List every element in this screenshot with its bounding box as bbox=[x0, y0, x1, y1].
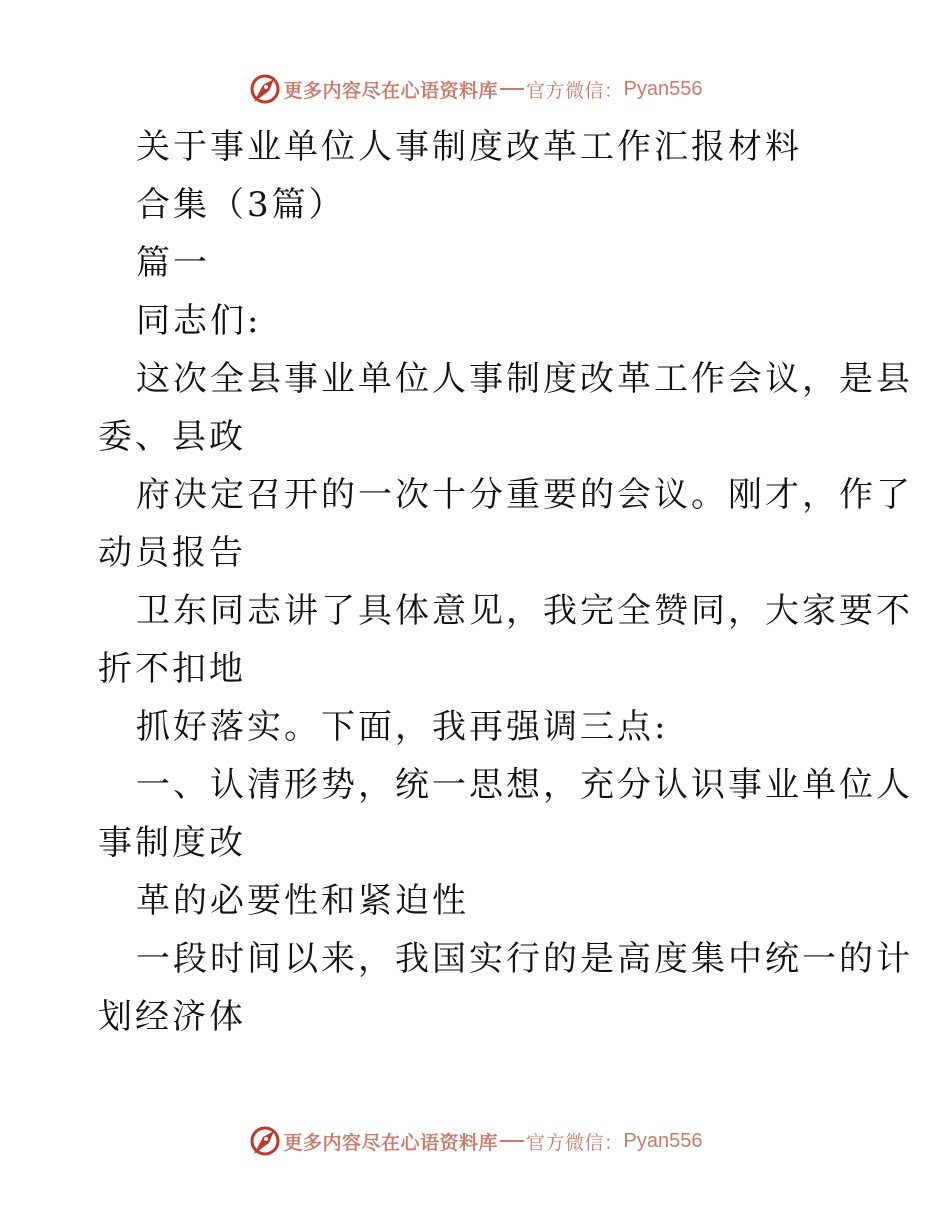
heading-line: 一、认清形势，统一思想，充分认识事业单位人 bbox=[136, 765, 913, 805]
paragraph-line: 卫东同志讲了具体意见，我完全赞同，大家要不 bbox=[136, 591, 913, 631]
paragraph-line: 这次全县事业单位人事制度改革工作会议，是县 bbox=[136, 359, 913, 399]
watermark-site-text: 更多内容尽在心语资料库 bbox=[283, 80, 499, 102]
watermark-site-text: 更多内容尽在心语资料库 bbox=[283, 1132, 499, 1154]
paragraph-line: 一段时间以来，我国实行的是高度集中统一的计 bbox=[136, 939, 913, 979]
paragraph-line: 抓好落实。下面，我再强调三点: bbox=[136, 707, 669, 747]
pen-nib-logo-icon bbox=[248, 1124, 282, 1158]
watermark-wechat-label: 官方微信： bbox=[526, 80, 624, 102]
paragraph-line: 折不扣地 bbox=[98, 649, 246, 689]
section-heading: 篇一 bbox=[136, 243, 210, 283]
document-title-line-2: 合集（3篇） bbox=[136, 185, 346, 225]
paragraph-line: 委、县政 bbox=[98, 417, 246, 457]
watermark-dash bbox=[500, 1140, 524, 1142]
watermark-wechat-id: Pyan556 bbox=[623, 1129, 703, 1152]
document-title-line-1: 关于事业单位人事制度改革工作汇报材料 bbox=[136, 127, 802, 167]
document-body bbox=[0, 118, 950, 1046]
salutation: 同志们: bbox=[136, 301, 262, 341]
watermark-dash bbox=[500, 88, 524, 90]
watermark-wechat-id: Pyan556 bbox=[623, 77, 703, 100]
paragraph-line: 府决定召开的一次十分重要的会议。刚才，作了 bbox=[136, 475, 913, 515]
pen-nib-logo-icon bbox=[248, 72, 282, 106]
footer-watermark bbox=[0, 1124, 950, 1158]
heading-line: 革的必要性和紧迫性 bbox=[136, 881, 469, 921]
paragraph-line: 划经济体 bbox=[98, 997, 246, 1037]
paragraph-line: 动员报告 bbox=[98, 533, 246, 573]
header-watermark bbox=[0, 72, 950, 106]
heading-line: 事制度改 bbox=[98, 823, 246, 863]
watermark-wechat-label: 官方微信： bbox=[526, 1132, 624, 1154]
